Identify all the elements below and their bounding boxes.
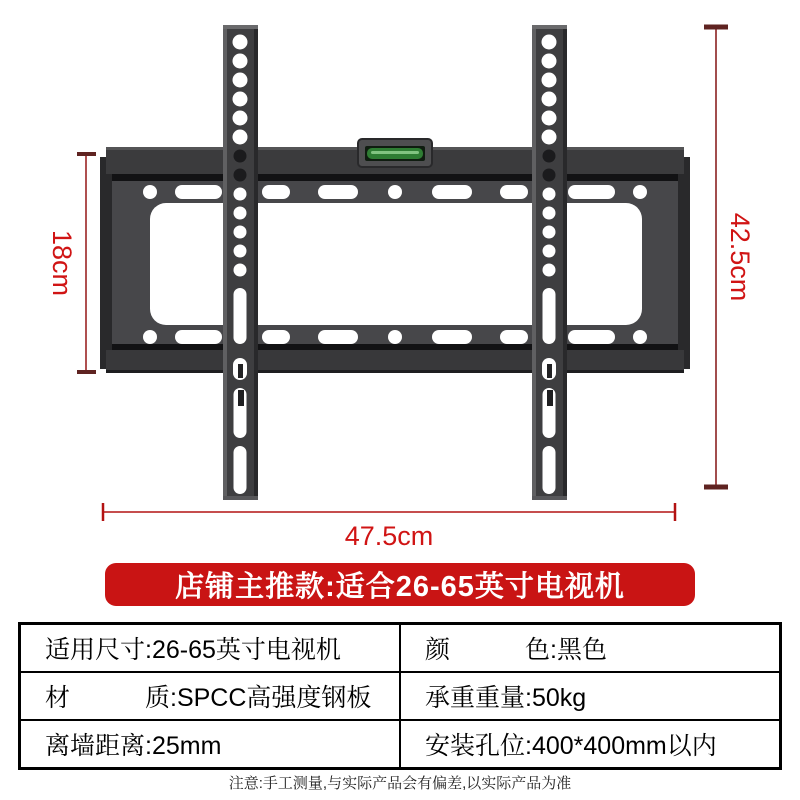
- spec-table: [18, 622, 782, 770]
- spec-cell-load: 承重重量:50kg: [400, 672, 781, 720]
- table-row: [20, 720, 781, 769]
- dimension-plate-width: [103, 503, 675, 551]
- plate-bottom-slot-row: [143, 330, 647, 344]
- wall-plate: [100, 147, 690, 373]
- spec-cell-size: 适用尺寸:26-65英寸电视机: [20, 624, 401, 673]
- promo-banner: [105, 563, 695, 606]
- tv-bracket-arm-left: [223, 25, 258, 500]
- plate-top-slot-row: [143, 185, 647, 199]
- locking-screw: [238, 390, 244, 406]
- bracket-height-label: 42.5cm: [725, 212, 755, 302]
- table-row: [20, 624, 781, 673]
- measurement-disclaimer: 注意:手工测量,与实际产品会有偏差,以实际产品为准: [228, 775, 572, 792]
- spec-cell-wall-distance: 离墙距离:25mm: [20, 720, 401, 769]
- spec-cell-hole-pattern: 安装孔位:400*400mm以内: [400, 720, 781, 769]
- promo-banner-text: 店铺主推款:适合26-65英寸电视机: [175, 571, 625, 603]
- tv-bracket-arm-right: [532, 25, 567, 500]
- locking-screw: [547, 390, 553, 406]
- plate-width-label: 47.5cm: [344, 521, 434, 551]
- dimension-bracket-height: [704, 27, 755, 487]
- table-row: [20, 672, 781, 720]
- plate-height-label: 18cm: [47, 229, 77, 297]
- dimension-plate-height: [47, 154, 96, 372]
- bubble-level: [358, 139, 432, 167]
- spec-cell-material: 材 质:SPCC高强度钢板: [20, 672, 401, 720]
- spec-cell-color: 颜 色:黑色: [400, 624, 781, 673]
